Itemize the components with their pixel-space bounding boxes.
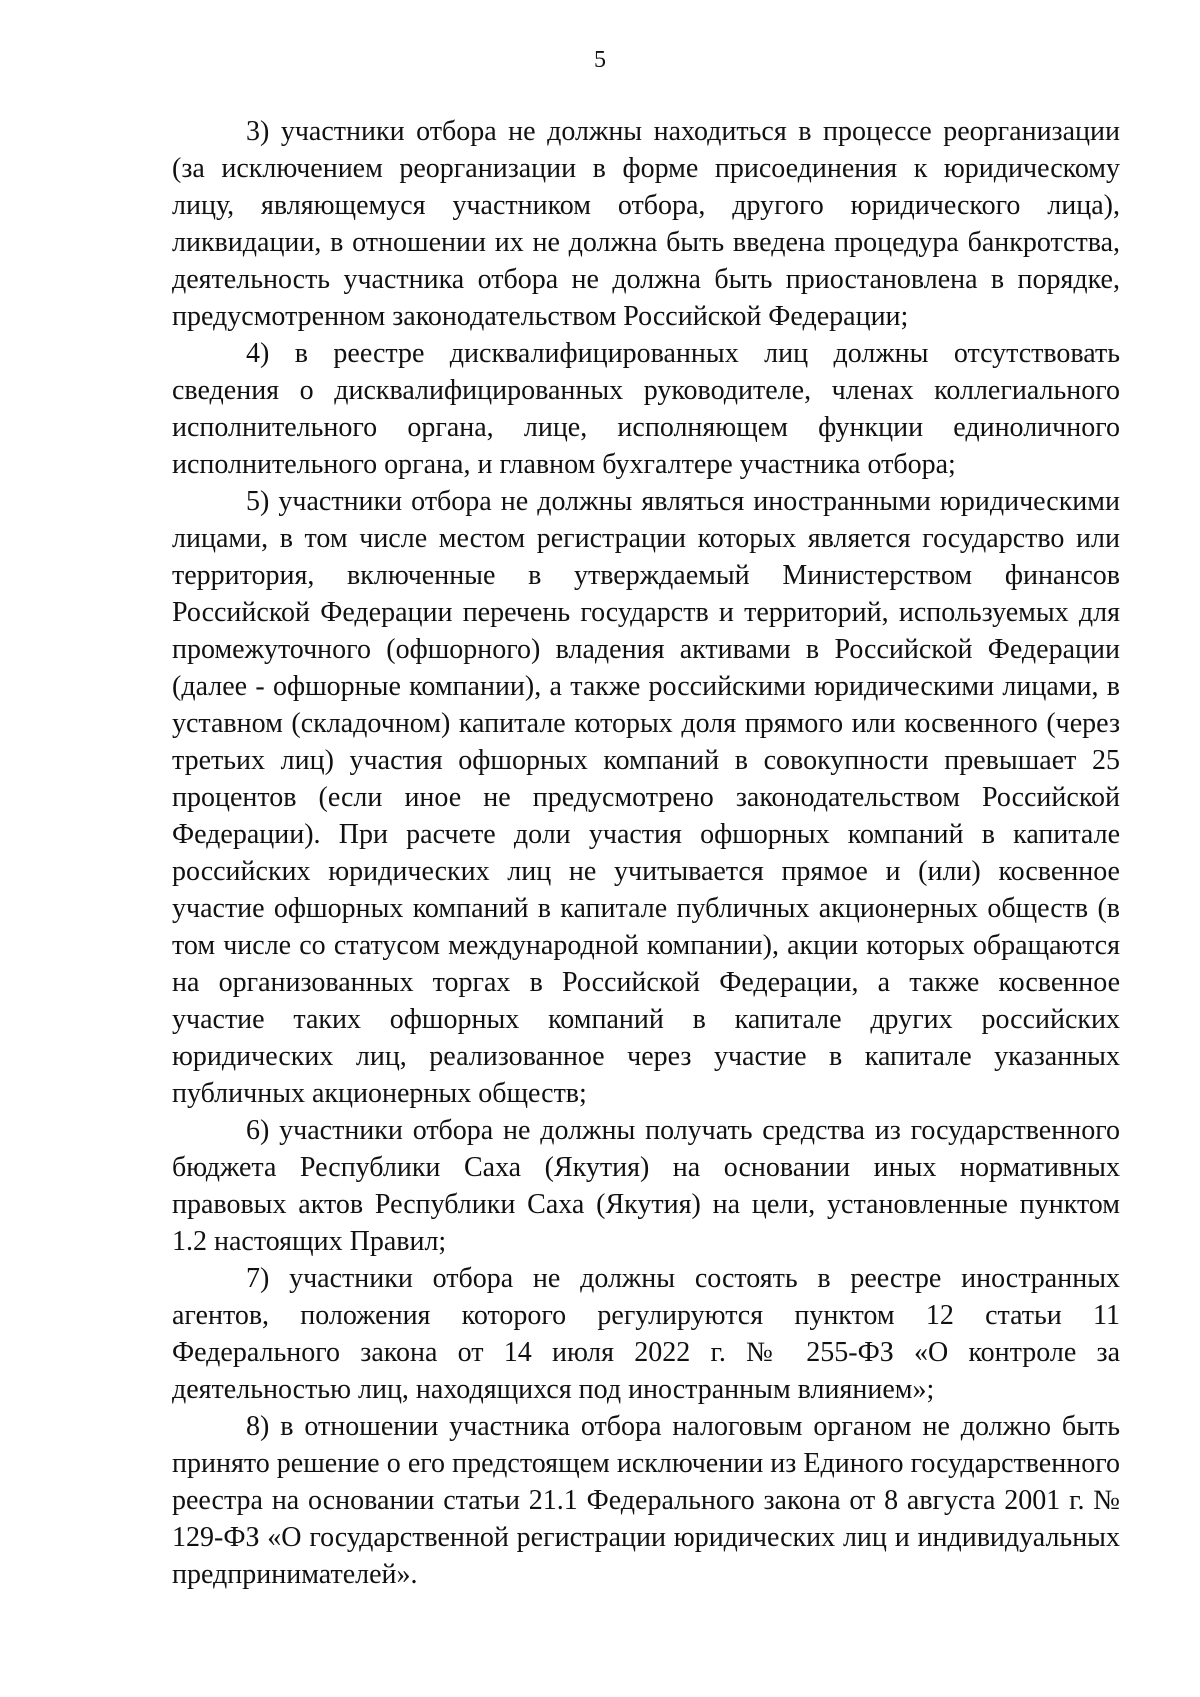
paragraph-item-6: 6) участники отбора не должны получать средства из государственного бюджета Республики Саха (Якутия) на основании иных нормативных правовых актов Республики Саха (Якутия) на цели, установленные пунктом 1.2 настоящих Правил; bbox=[172, 1115, 1120, 1257]
document-body bbox=[172, 113, 1120, 1593]
paragraph-item-5: 5) участники отбора не должны являться иностранными юридическими лицами, в том числе местом регистрации которых является государство или территория, включенные в утверждаемый Министерством финансов Российской Федерации перечень государств и территорий, используемых для промежуточного (офшорного) владения активами в Российской Федерации (далее - офшорные компании), а также российскими юридическими лицами, в уставном (складочном) капитале которых доля прямого или косвенного (через третьих лиц) участия офшорных компаний в совокупности превышает 25 процентов (если иное не предусмотрено законодательством Российской Федерации). При расчете доли участия офшорных компаний в капитале российских юридических лиц не учитывается прямое и (или) косвенное участие офшорных компаний в капитале публичных акционерных обществ (в том числе со статусом международной компании), акции которых обращаются на организованных торгах в Российской Федерации, а также косвенное участие таких офшорных компаний в капитале других российских юридических лиц, реализованное через участие в капитале указанных публичных акционерных обществ; bbox=[172, 486, 1120, 1109]
paragraph-item-7: 7) участники отбора не должны состоять в реестре иностранных агентов, положения которого регулируются пунктом 12 статьи 11 Федерального закона от 14 июля 2022 г. № 255-ФЗ «О контроле за деятельностью лиц, находящихся под иностранным влиянием»; bbox=[172, 1263, 1120, 1405]
page-number: 5 bbox=[594, 47, 606, 73]
paragraph-item-4: 4) в реестре дисквалифицированных лиц должны отсутствовать сведения о дисквалифицированных руководителе, членах коллегиального исполнительного органа, лице, исполняющем функции единоличного исполнительного органа, и главном бухгалтере участника отбора; bbox=[172, 338, 1120, 480]
paragraph-item-3: 3) участники отбора не должны находиться в процессе реорганизации (за исключением реорганизации в форме присоединения к юридическому лицу, являющемуся участником отбора, другого юридического лица), ликвидации, в отношении их не должна быть введена процедура банкротства, деятельность участника отбора не должна быть приостановлена в порядке, предусмотренном законодательством Российской Федерации; bbox=[172, 116, 1120, 332]
paragraph-item-8: 8) в отношении участника отбора налоговым органом не должно быть принято решение о его предстоящем исключении из Единого государственного реестра на основании статьи 21.1 Федерального закона от 8 августа 2001 г. № 129-ФЗ «О государственной регистрации юридических лиц и индивидуальных предпринимателей». bbox=[172, 1411, 1120, 1590]
